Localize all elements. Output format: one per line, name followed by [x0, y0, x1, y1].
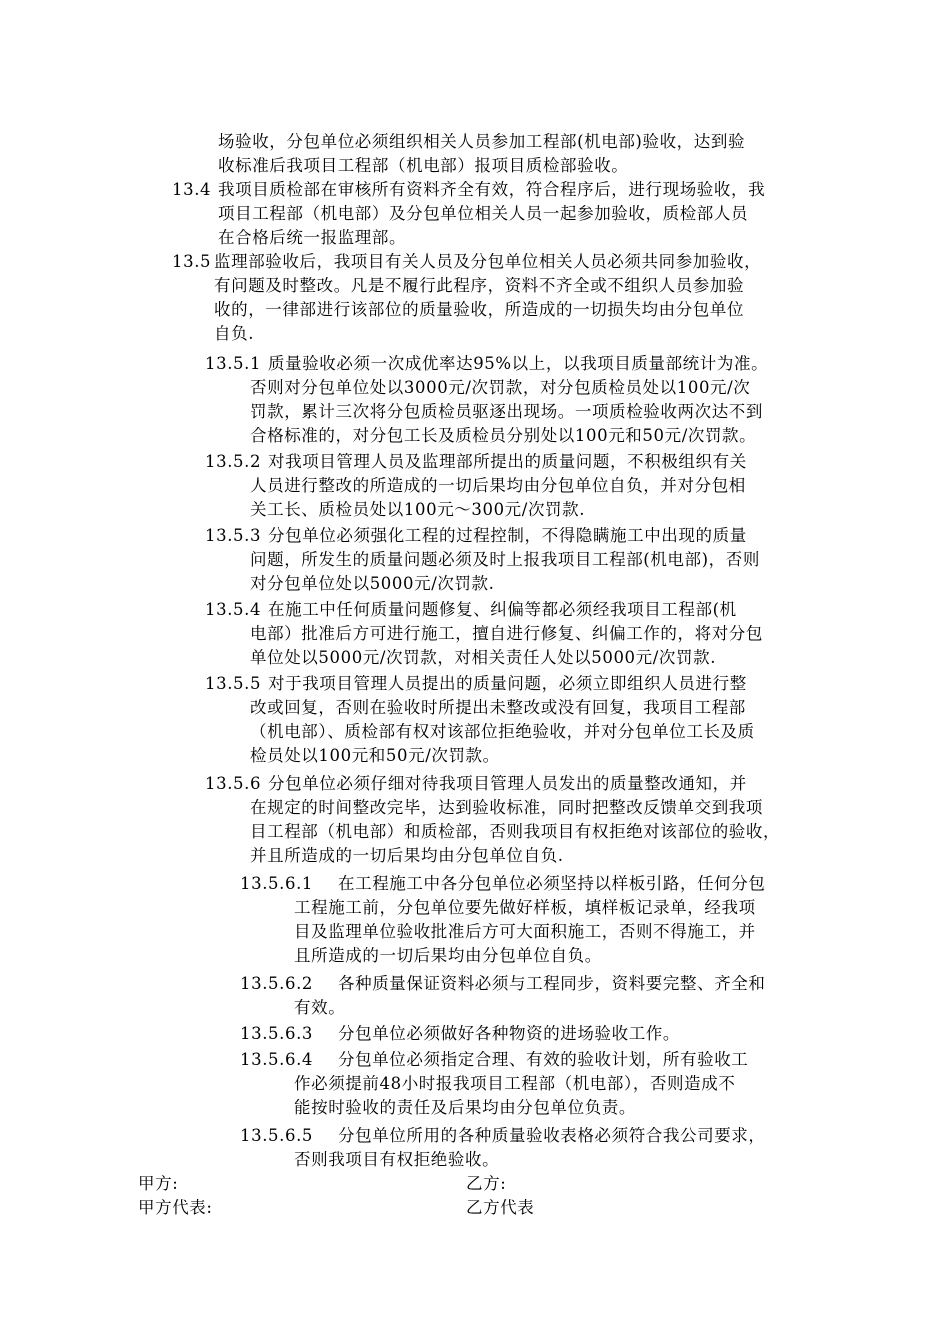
- text-line: 工程施工前，分包单位要先做好样板，填样板记录单，经我项: [294, 898, 756, 917]
- text-line: 在合格后统一报监理部。: [218, 228, 407, 247]
- text-line: 否则对分包单位处以3000元/次罚款，对分包质检员处以100元/次: [250, 378, 751, 397]
- text-line: 分包单位必须强化工程的过程控制，不得隐瞒施工中出现的质量: [268, 526, 747, 545]
- text-line: 分包单位必须仔细对待我项目管理人员发出的质量整改通知，并: [268, 774, 747, 793]
- text-line: 合格标准的，对分包工长及质检员分别处以100元和50元/次罚款。: [250, 426, 757, 445]
- section-number-13-5-6-3: 13.5.6.3: [240, 1024, 314, 1043]
- text-line: 质量验收必须一次成优率达95%以上，以我项目质量部统计为准。: [268, 354, 769, 373]
- section-number-13-5-5: 13.5.5: [205, 674, 262, 693]
- text-line: 在工程施工中各分包单位必须坚持以样板引路，任何分包: [338, 874, 766, 893]
- text-line: 分包单位必须指定合理、有效的验收计划，所有验收工: [338, 1050, 749, 1069]
- section-number-13-5-2: 13.5.2: [205, 452, 262, 471]
- section-number-13-5-6-4: 13.5.6.4: [240, 1050, 314, 1069]
- text-line: 且所造成的一切后果均由分包单位自负。: [294, 946, 602, 965]
- text-line: 目工程部（机电部）和质检部，否则我项目有权拒绝对该部位的验收，: [250, 822, 781, 841]
- text-line: 在规定的时间整改完毕，达到验收标准，同时把整改反馈单交到我项: [250, 798, 763, 817]
- text-line: 作必须提前48小时报我项目工程部（机电部），否则造成不: [294, 1074, 736, 1093]
- section-number-13-5-6-2: 13.5.6.2: [240, 974, 314, 993]
- section-number-13-5-6: 13.5.6: [205, 774, 262, 793]
- text-line: 单位处以5000元/次罚款，对相关责任人处以5000元/次罚款.: [250, 648, 717, 667]
- text-line: 分包单位所用的各种质量验收表格必须符合我公司要求，: [338, 1126, 766, 1145]
- section-number-13-5-6-5: 13.5.6.5: [240, 1126, 314, 1145]
- text-line: 关工长、质检员处以100元～300元/次罚款.: [250, 500, 586, 519]
- text-line: 对我项目管理人员及监理部所提出的质量问题，不积极组织有关: [268, 452, 747, 471]
- text-line: 能按时验收的责任及后果均由分包单位负责。: [294, 1098, 636, 1117]
- section-number-13-5-3: 13.5.3: [205, 526, 262, 545]
- text-line: 罚款，累计三次将分包质检员驱逐出现场。一项质检验收两次达不到: [250, 402, 763, 421]
- section-number-13-4: 13.4: [172, 180, 212, 199]
- text-line: 各种质量保证资料必须与工程同步，资料要完整、齐全和: [338, 974, 766, 993]
- text-line: 收标准后我项目工程部（机电部）报项目质检部验收。: [218, 156, 629, 175]
- text-line: 对于我项目管理人员提出的质量问题，必须立即组织人员进行整: [268, 674, 747, 693]
- text-line: 项目工程部（机电部）及分包单位相关人员一起参加验收，质检部人员: [218, 204, 749, 223]
- party-a-rep-label: 甲方代表:: [138, 1198, 213, 1217]
- text-line: 问题，所发生的质量问题必须及时上报我项目工程部(机电部)，否则: [250, 550, 760, 569]
- text-line: 在施工中任何质量问题修复、纠偏等都必须经我项目工程部(机: [268, 600, 737, 619]
- section-number-13-5: 13.5: [172, 252, 212, 271]
- text-line: 改或回复，否则在验收时所提出未整改或没有回复，我项目工程部: [250, 698, 746, 717]
- party-b-label: 乙方:: [466, 1174, 507, 1193]
- text-line: 对分包单位处以5000元/次罚款.: [250, 574, 495, 593]
- section-number-13-5-4: 13.5.4: [205, 600, 262, 619]
- section-number-13-5-6-1: 13.5.6.1: [240, 874, 314, 893]
- text-line: 有问题及时整改。凡是不履行此程序，资料不齐全或不组织人员参加验: [214, 276, 745, 295]
- party-b-rep-label: 乙方代表: [466, 1198, 535, 1217]
- text-line: 否则我项目有权拒绝验收。: [294, 1150, 500, 1169]
- text-line: 场验收，分包单位必须组织相关人员参加工程部(机电部)验收，达到验: [218, 132, 746, 151]
- text-line: 监理部验收后，我项目有关人员及分包单位相关人员必须共同参加验收，: [214, 252, 762, 271]
- text-line: （机电部）、质检部有权对该部位拒绝验收，并对分包单位工长及质: [250, 722, 755, 741]
- text-line: 并且所造成的一切后果均由分包单位自负.: [250, 846, 564, 865]
- text-line: 分包单位必须做好各种物资的进场验收工作。: [338, 1024, 680, 1043]
- text-line: 人员进行整改的所造成的一切后果均由分包单位自负，并对分包相: [250, 476, 746, 495]
- text-line: 检员处以100元和50元/次罚款。: [250, 746, 500, 765]
- text-line: 自负.: [214, 324, 255, 343]
- text-line: 收的，一律部进行该部位的质量验收，所造成的一切损失均由分包单位: [214, 300, 745, 319]
- text-line: 电部）批准后方可进行施工，擅自进行修复、纠偏工作的，将对分包: [250, 624, 763, 643]
- text-line: 目及监理单位验收批准后方可大面积施工，否则不得施工，并: [294, 922, 756, 941]
- section-number-13-5-1: 13.5.1: [205, 354, 262, 373]
- text-line: 有效。: [294, 998, 346, 1017]
- party-a-label: 甲方:: [138, 1174, 179, 1193]
- text-line: 我项目质检部在审核所有资料齐全有效，符合程序后，进行现场验收，我: [218, 180, 766, 199]
